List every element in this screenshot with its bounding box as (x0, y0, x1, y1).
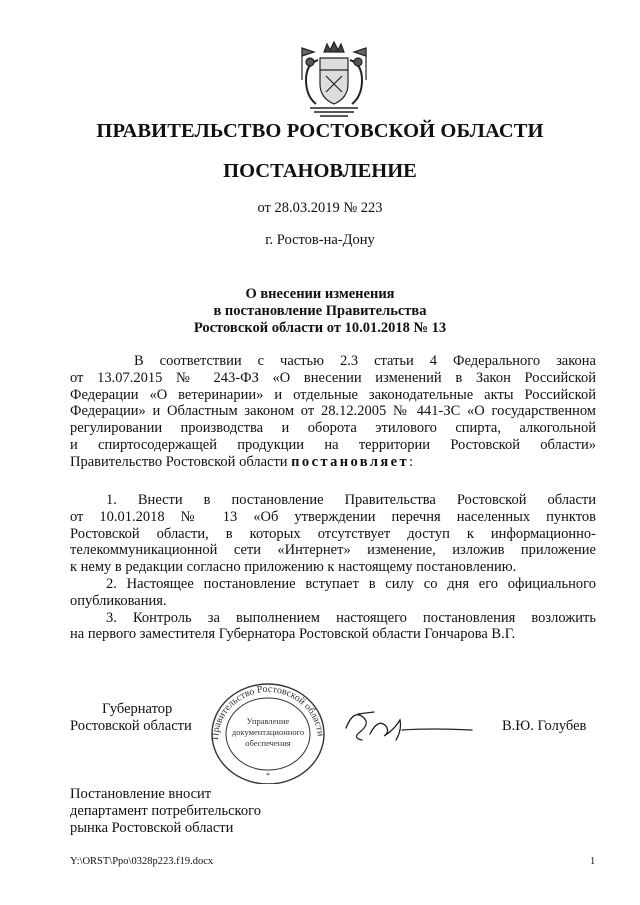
svg-text:*: * (266, 771, 270, 780)
item-1-line: Ростовской области, в которых отсутствует доступ к информационно- (70, 525, 596, 542)
signatory-name: В.Ю. Голубев (502, 718, 587, 734)
preamble-line: от 13.07.2015 № 243-ФЗ «О внесении изменений в Закон Российской (70, 369, 596, 386)
document-city: г. Ростов-на-Дону (265, 232, 375, 248)
preamble-line: регулировании производства и оборота этилового спирта, алкогольной (70, 420, 596, 437)
submitted-by-line-1: Постановление вносит (70, 786, 212, 802)
official-stamp-icon (198, 680, 338, 784)
stamp-center-2: документационного (231, 727, 305, 737)
subject-line-1: О внесении изменения (245, 286, 395, 302)
submitted-by-line-3: рынка Ростовской области (70, 820, 234, 836)
decree-items (70, 492, 596, 643)
item-3-line: 3. Контроль за выполнением настоящего постановления возложить (106, 609, 596, 626)
preamble-line: Федерации» и Областным законом от 28.12.2005 № 441-ЗС «О государственном (70, 403, 596, 420)
page-number: 1 (590, 856, 596, 867)
coat-of-arms-emblem (296, 40, 372, 120)
stamp-center-1: Управление (246, 716, 290, 726)
document-date-number: от 28.03.2019 № 223 (257, 200, 383, 216)
footer-file-path: Y:\ORST\Ppo\0328p223.f19.docx (70, 856, 214, 867)
item-1-last-line: к нему в редакции согласно приложению к настоящему постановлению. (70, 559, 517, 576)
preamble-line: Федерации «О ветеринарии» и отдельные законодательные акты Российской (70, 386, 596, 403)
signatory-position-2: Ростовской области (70, 718, 192, 734)
preamble-last-prefix: Правительство Ростовской области (70, 453, 288, 470)
preamble-paragraph (70, 353, 596, 471)
signatory-position-1: Губернатор (102, 701, 173, 717)
subject-line-3: Ростовской области от 10.01.2018 № 13 (193, 320, 447, 336)
decree-verb: постановляет (291, 453, 409, 470)
item-3-last-line: на первого заместителя Губернатора Ростовской области Гончарова В.Г. (70, 626, 516, 643)
item-1-line: 1. Внести в постановление Правительства Ростовской области (106, 492, 596, 508)
handwritten-signature-icon (340, 700, 480, 750)
stamp-center-3: обеспечения (245, 738, 291, 748)
government-title: ПРАВИТЕЛЬСТВО РОСТОВСКОЙ ОБЛАСТИ (96, 120, 544, 142)
item-2-last-line: опубликования. (70, 592, 167, 609)
stamp-ring-text: Правительство Ростовской области (209, 683, 326, 741)
item-1-line: от 10.01.2018 № 13 «Об утверждении перечня населенных пунктов (70, 508, 596, 525)
preamble-last-line (70, 454, 596, 471)
preamble-last-suffix: : (408, 453, 414, 470)
submitted-by-line-2: департамент потребительского (70, 803, 261, 819)
document-type: ПОСТАНОВЛЕНИЕ (223, 160, 417, 182)
preamble-line: и спиртосодержащей продукции на территории Ростовской области» (70, 436, 596, 453)
preamble-line: В соответствии с частью 2.3 статьи 4 Федерального закона (134, 353, 596, 369)
item-1-line: телекоммуникационной сети «Интернет» изменение, изложив приложение (70, 542, 596, 559)
item-2-line: 2. Настоящее постановление вступает в силу со дня его официального (106, 575, 596, 592)
subject-line-2: в постановление Правительства (213, 303, 427, 319)
